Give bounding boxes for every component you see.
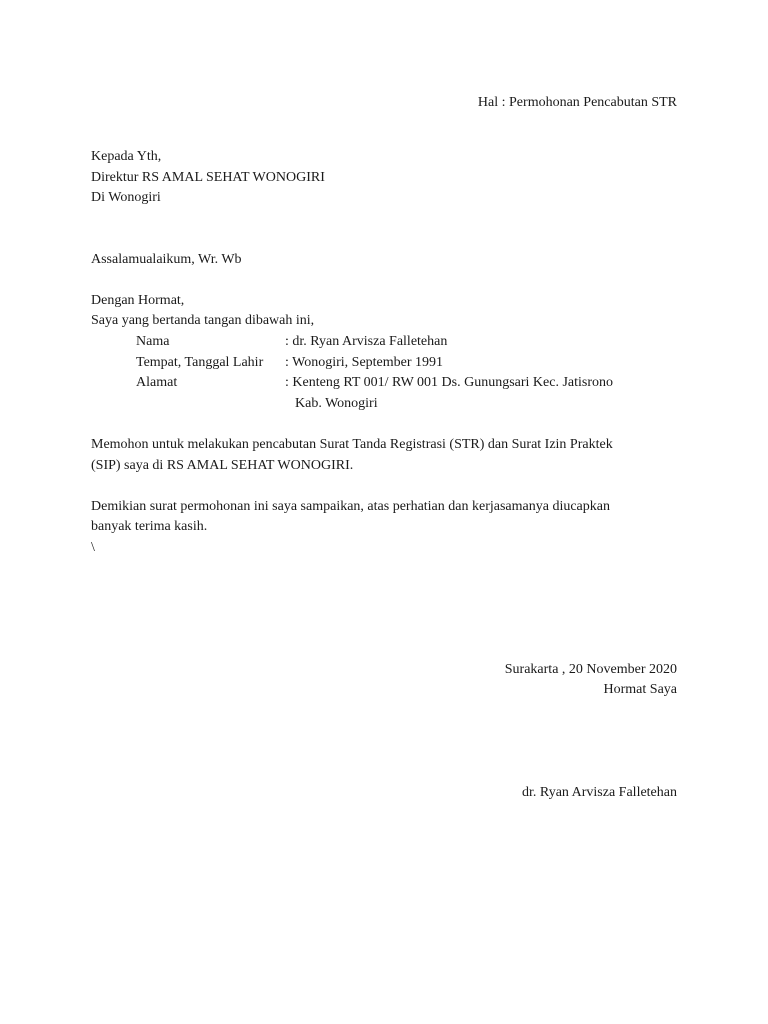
letter-subject: Hal : Permohonan Pencabutan STR	[477, 95, 677, 110]
closing-signatory: dr. Ryan Arvisza Falletehan	[522, 785, 677, 800]
identity-label-address: Alamat	[136, 375, 178, 390]
body2-line-1: Demikian surat permohonan ini saya sampaikan, atas perhatian dan kerjasamanya diucapkan	[91, 499, 610, 514]
recipient-line-2: Direktur RS AMAL SEHAT WONOGIRI	[91, 170, 325, 185]
opening-line-2: Saya yang bertanda tangan dibawah ini,	[91, 313, 315, 328]
recipient-line-1: Kepada Yth,	[91, 149, 162, 164]
greeting: Assalamualaikum, Wr. Wb	[91, 252, 242, 267]
opening-line-1: Dengan Hormat,	[91, 293, 185, 308]
identity-value-name: : dr. Ryan Arvisza Falletehan	[285, 334, 448, 349]
identity-value-address-continuation: Kab. Wonogiri	[295, 396, 378, 411]
body2-line-2: banyak terima kasih.	[91, 519, 208, 534]
body1-line-1: Memohon untuk melakukan pencabutan Surat Tanda Registrasi (STR) dan Surat Izin Praktek	[91, 437, 613, 452]
closing-place-date: Surakarta , 20 November 2020	[504, 662, 677, 677]
recipient-line-3: Di Wonogiri	[91, 190, 161, 205]
identity-label-birth: Tempat, Tanggal Lahir	[136, 355, 264, 370]
identity-label-name: Nama	[136, 334, 170, 349]
identity-value-address: : Kenteng RT 001/ RW 001 Ds. Gunungsari Kec. Jatisrono	[285, 375, 614, 390]
body1-line-2: (SIP) saya di RS AMAL SEHAT WONOGIRI.	[91, 458, 354, 473]
identity-value-birth: : Wonogiri, September 1991	[285, 355, 444, 370]
body2-line-3: \	[91, 540, 95, 555]
closing-salutation: Hormat Saya	[603, 682, 677, 697]
